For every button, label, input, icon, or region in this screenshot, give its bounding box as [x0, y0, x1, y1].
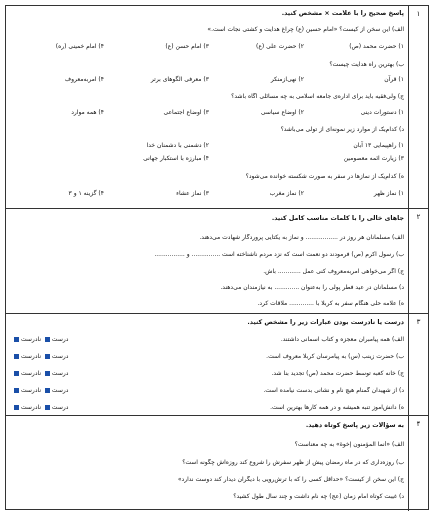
option[interactable]: ۲) دشمنی با دشمنان خدا [146, 142, 209, 149]
false-label: نادرست [21, 353, 41, 360]
short-answer-item: د) غیبت کوتاه امام زمان (عج) چه نام داشت و چند سال طول کشید؟ [233, 493, 404, 500]
true-checkbox[interactable] [45, 337, 50, 342]
question-title: به سؤالات زیر پاسخ کوتاه دهید. [305, 422, 404, 429]
option[interactable]: ۳) زیارت ائمه معصومین [343, 155, 404, 162]
option[interactable]: ۱) راهپیمایی ۱۳ آبان [353, 142, 404, 149]
question-1 [6, 6, 428, 209]
option[interactable]: ۴) مبارزه با استکبار جهانی [143, 155, 209, 162]
question-stem: ب) بهترین راه هدایت چیست؟ [329, 61, 404, 68]
fill-blank-item: د) مسلمانان در عید فطر پولی را به‌عنوان ............. به نیازمندان می‌دهند. [220, 284, 404, 291]
option[interactable]: ۲) نماز مغرب [269, 190, 304, 197]
true-checkbox[interactable] [45, 371, 50, 376]
question-number: ۱ [408, 6, 428, 208]
option[interactable]: ۱) حضرت محمد (ص) [349, 43, 404, 50]
true-false-item: الف) همه پیامبران معجزه و کتاب آسمانی داشتند. [280, 336, 404, 343]
false-label: نادرست [21, 336, 41, 343]
true-label: درست [51, 404, 69, 411]
short-answer-item: ب) روزه‌داری که در ماه رمضان پیش از ظهر سفرش را شروع کند روزه‌اش چگونه است؟ [182, 459, 404, 466]
question-stem: ه) کدام‌یک از نمازها در سفر به صورت شکسته خوانده می‌شود؟ [245, 173, 404, 180]
short-answer-item: ج) این سخن از کیست؟ «حداقل کسی را که با ترش‌رویی با دیگران دیدار کند دوست ندارد» [177, 476, 404, 483]
false-label: نادرست [21, 370, 41, 377]
option[interactable]: ۳) معرفی الگوهای برتر [150, 76, 209, 83]
question-3 [6, 314, 428, 416]
false-checkbox[interactable] [14, 405, 19, 410]
option[interactable]: ۲) حضرت علی (ع) [256, 43, 304, 50]
true-false-item: ج) خانه کعبه توسط حضرت محمد (ص) تجدید بنا شد. [271, 370, 404, 377]
option[interactable]: ۳) نماز عشاء [176, 190, 209, 197]
false-label: نادرست [21, 387, 41, 394]
short-answer-item: الف) «أنما المؤمنون إخوة» به چه معناست؟ [294, 441, 404, 448]
true-label: درست [51, 370, 69, 377]
false-checkbox[interactable] [14, 371, 19, 376]
true-label: درست [51, 353, 69, 360]
question-title: جاهای خالی را با کلمات مناسب کامل کنید. [271, 215, 404, 222]
true-checkbox[interactable] [45, 405, 50, 410]
false-label: نادرست [21, 404, 41, 411]
option[interactable]: ۱) دستورات دینی [360, 109, 404, 116]
question-stem: ج) ولی‌فقیه باید برای اداره‌ی جامعه اسلامی به چه مسائلی آگاه باشد؟ [231, 93, 404, 100]
option[interactable]: ۴) امام خمینی (ره) [55, 43, 104, 50]
true-false-choices [12, 404, 68, 411]
question-stem: د) کدام‌یک از موارد زیر نمونه‌ای از تولی می‌باشد؟ [280, 126, 404, 133]
question-number: ۴ [408, 416, 428, 511]
true-false-choices [12, 387, 68, 394]
option[interactable]: ۴) گزینه ۱ و ۳ [68, 190, 104, 197]
option[interactable]: ۲) اوضاع سیاسی [260, 109, 304, 116]
false-checkbox[interactable] [14, 354, 19, 359]
question-title: درست یا نادرست بودن عبارات زیر را مشخص کنید. [247, 319, 404, 326]
question-number: ۳ [408, 314, 428, 415]
fill-blank-item: ج) اگر می‌خواهی امربه‌معروف کنی عمل ............ باش. [263, 268, 404, 275]
fill-blank-item: ه) علامه حلی هنگام سفر به کربلا با ............. ملاقات کرد. [257, 300, 404, 307]
question-stem: الف) این سخن از کیست؟ «امام حسین (ع) چراغ هدایت و کشتی نجات است.» [207, 26, 404, 33]
true-false-choices [12, 353, 68, 360]
true-label: درست [51, 336, 69, 343]
fill-blank-item: ب) رسول اکرم (ص) فرمودند دو نعمت است که نزد مردم ناشناخته است ............... و ................ [154, 251, 404, 258]
false-checkbox[interactable] [14, 337, 19, 342]
true-false-item: د) از شهیدان گمنام هیچ نام و نشانی بدست نیامده است. [263, 387, 404, 394]
question-title: پاسخ صحیح را با علامت × مشخص کنید. [281, 10, 404, 17]
true-label: درست [51, 387, 69, 394]
option[interactable]: ۴) امربه‌معروف [64, 76, 104, 83]
option[interactable]: ۴) همه موارد [71, 109, 104, 116]
true-false-choices [12, 370, 68, 377]
fill-blank-item: الف) مسلمانان هر روز در ................. و نماز به یکتایی پروردگار شهادت می‌دهند. [199, 234, 404, 241]
true-checkbox[interactable] [45, 354, 50, 359]
false-checkbox[interactable] [14, 388, 19, 393]
question-4 [6, 416, 428, 511]
option[interactable]: ۳) اوضاع اجتماعی [163, 109, 209, 116]
option[interactable]: ۱) قرآن [384, 76, 404, 83]
question-number: ۲ [408, 209, 428, 313]
true-false-item: ب) حضرت زینب (س) به پیامرسان کربلا معروف است. [266, 353, 404, 360]
question-2 [6, 209, 428, 314]
option[interactable]: ۳) امام حسن (ع) [165, 43, 209, 50]
true-checkbox[interactable] [45, 388, 50, 393]
true-false-choices [12, 336, 68, 343]
true-false-item: ه) دانش‌آموز تنبه همیشه و در همه کارها بهترین است. [270, 404, 404, 411]
exam-sheet [5, 5, 429, 510]
option[interactable]: ۱) نماز ظهر [373, 190, 404, 197]
option[interactable]: ۲) نهی‌ازمنکر [270, 76, 304, 83]
